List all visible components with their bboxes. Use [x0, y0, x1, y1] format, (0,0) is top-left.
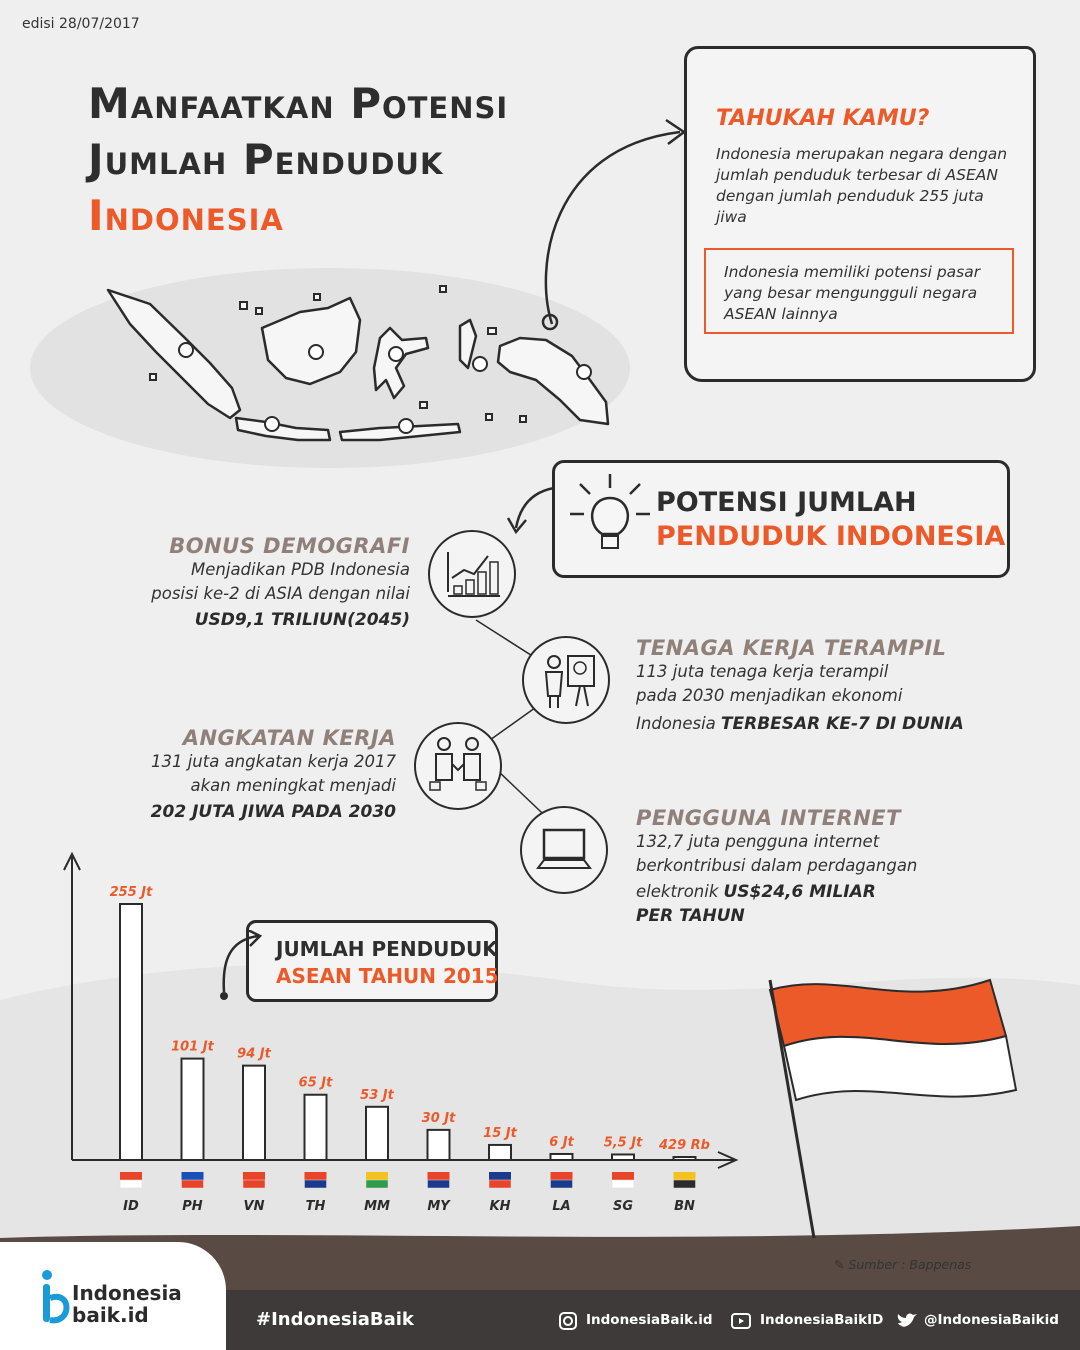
flag-icon-lower-sg: [612, 1180, 634, 1188]
flag-icon-vn: [243, 1172, 265, 1180]
flag-icon-mm: [366, 1172, 388, 1180]
bar-sg: [612, 1154, 634, 1160]
tick-label-th: TH: [305, 1199, 326, 1214]
chart-title-line-2: ASEAN TAHUN 2015: [276, 964, 499, 988]
chart-title: [276, 936, 499, 990]
youtube-icon[interactable]: [730, 1311, 752, 1335]
flag-icon-lower-ph: [182, 1180, 204, 1188]
angkatan-heading: ANGKATAN KERJA: [182, 726, 396, 750]
bar-bn: [674, 1157, 696, 1160]
section-tenaga: [636, 636, 1056, 736]
bonus-text-1: Menjadikan PDB Indonesia: [191, 560, 410, 579]
title-line-1: Manfaatkan Potensi: [88, 79, 509, 128]
internet-value-2: PER TAHUN: [636, 906, 745, 926]
map-sulawesi: [374, 328, 428, 398]
internet-text-2: berkontribusi dalam perdagangan: [636, 856, 918, 875]
asean-population-chart: [0, 840, 760, 1230]
page-title: [88, 76, 508, 244]
flag-icon-lower-my: [428, 1180, 450, 1188]
internet-heading: PENGGUNA INTERNET: [636, 806, 901, 830]
bar-vn: [243, 1066, 265, 1160]
edition-date: edisi 28/07/2017: [22, 16, 140, 32]
handshake-icon: [414, 722, 502, 810]
value-label-vn: 94 Jt: [237, 1046, 271, 1062]
flag-white-stripe: [784, 1036, 1016, 1100]
tenaga-heading: TENAGA KERJA TERAMPIL: [636, 636, 947, 660]
tenaga-value: TERBESAR KE-7 DI DUNIA: [720, 714, 964, 734]
map-kalimantan: [262, 298, 360, 384]
flag-icon-my: [428, 1172, 450, 1180]
bonus-text-2: posisi ke-2 di ASIA dengan nilai: [151, 584, 410, 603]
flag-icon-lower-mm: [366, 1180, 388, 1188]
angkatan-text-1: 131 juta angkatan kerja 2017: [150, 752, 396, 771]
potensi-title-line-1: POTENSI JUMLAH: [656, 487, 917, 518]
indonesiabaik-logo-text[interactable]: [72, 1282, 182, 1326]
title-line-2: Jumlah Penduduk: [88, 135, 444, 184]
flag-icon-kh: [489, 1172, 511, 1180]
info-highlight-text: Indonesia memiliki potensi pasar yang besar mengungguli negara ASEAN lainnya: [724, 263, 981, 323]
arrow-to-info: [530, 118, 700, 338]
indonesiabaik-logo-icon[interactable]: [38, 1266, 72, 1328]
tick-label-la: LA: [552, 1199, 571, 1214]
twitter-handle[interactable]: @IndonesiaBaikid: [924, 1312, 1059, 1328]
chart-title-pointer: [212, 930, 272, 1010]
bar-id: [120, 904, 142, 1160]
value-label-kh: 15 Jt: [483, 1125, 517, 1141]
indonesia-flag: [760, 950, 1030, 1250]
section-angkatan: [100, 726, 396, 822]
map-papua: [498, 338, 608, 424]
tick-label-mm: MM: [364, 1199, 390, 1214]
title-line-3: Indonesia: [88, 191, 284, 240]
tenaga-text-3: Indonesia: [636, 714, 716, 733]
instagram-handle[interactable]: IndonesiaBaik.id: [586, 1312, 713, 1328]
flag-icon-lower-th: [305, 1180, 327, 1188]
angkatan-text-2: akan meningkat menjadi: [190, 776, 396, 795]
tenaga-text-1: 113 juta tenaga kerja terampil: [636, 662, 889, 681]
tick-label-ph: PH: [182, 1199, 203, 1214]
flag-icon-lower-kh: [489, 1180, 511, 1188]
flag-icon-th: [305, 1172, 327, 1180]
bar-ph: [182, 1059, 204, 1160]
hashtag-link[interactable]: #IndonesiaBaik: [256, 1309, 414, 1330]
section-bonus: [130, 534, 410, 630]
value-label-mm: 53 Jt: [360, 1087, 394, 1103]
youtube-handle[interactable]: IndonesiaBaikID: [760, 1312, 884, 1328]
info-text: Indonesia merupakan negara dengan jumlah penduduk terbesar di ASEAN dengan jumlah penduduk 255 juta jiwa: [716, 145, 1008, 226]
value-label-id: 255 Jt: [109, 885, 153, 900]
flag-icon-ph: [182, 1172, 204, 1180]
bonus-heading: BONUS DEMOGRAFI: [169, 534, 410, 558]
bar-la: [551, 1154, 573, 1160]
info-heading: TAHUKAH KAMU?: [716, 106, 930, 131]
source-text: Sumber : Bappenas: [848, 1257, 972, 1272]
tick-label-kh: KH: [489, 1199, 511, 1214]
map-java: [236, 418, 330, 440]
flag-icon-lower-bn: [674, 1180, 696, 1188]
chart-title-line-1: JUMLAH PENDUDUK: [276, 937, 498, 961]
tick-label-sg: SG: [612, 1199, 634, 1214]
angkatan-value: 202 JUTA JIWA PADA 2030: [150, 802, 396, 822]
logo-line-2: baik.id: [72, 1303, 149, 1327]
flag-icon-sg: [612, 1172, 634, 1180]
flag-red-stripe: [770, 980, 1006, 1046]
flag-icon-lower-la: [551, 1180, 573, 1188]
growth-chart-icon: [428, 530, 516, 618]
potensi-title: [656, 486, 1005, 554]
presenter-icon: [522, 636, 610, 724]
bar-my: [428, 1130, 450, 1160]
value-label-sg: 5,5 Jt: [603, 1135, 643, 1151]
tick-label-vn: VN: [243, 1199, 265, 1214]
twitter-icon[interactable]: [896, 1311, 918, 1335]
map-sumatra: [108, 290, 240, 418]
flag-icon-lower-id: [120, 1180, 142, 1188]
bar-kh: [489, 1145, 511, 1160]
flag-icon-la: [551, 1172, 573, 1180]
tick-label-id: ID: [123, 1199, 139, 1214]
value-label-my: 30 Jt: [421, 1110, 456, 1126]
potensi-title-line-2: PENDUDUK INDONESIA: [656, 521, 1006, 552]
value-label-bn: 429 Rb: [659, 1138, 710, 1153]
flag-icon-id: [120, 1172, 142, 1180]
logo-line-1: Indonesia: [72, 1281, 182, 1305]
potensi-decor: [506, 464, 666, 554]
internet-text-3: elektronik: [636, 882, 719, 901]
flag-icon-bn: [674, 1172, 696, 1180]
bar-th: [305, 1095, 327, 1160]
internet-text-1: 132,7 juta pengguna internet: [636, 832, 880, 851]
source-credit: ✎ Sumber : Bappenas: [834, 1257, 972, 1272]
lightbulb-icon: [570, 474, 650, 548]
value-label-th: 65 Jt: [298, 1075, 333, 1091]
flag-icon-lower-vn: [243, 1180, 265, 1188]
value-label-la: 6 Jt: [549, 1134, 574, 1150]
internet-value-1: US$24,6 MILIAR: [723, 882, 876, 902]
instagram-icon[interactable]: [558, 1311, 578, 1335]
tenaga-text-2: pada 2030 menjadikan ekonomi: [636, 686, 903, 705]
bar-mm: [366, 1107, 388, 1160]
tick-label-my: MY: [427, 1199, 450, 1214]
value-label-ph: 101 Jt: [171, 1039, 214, 1055]
bonus-value: USD9,1 TRILIUN(2045): [194, 610, 410, 630]
tick-label-bn: BN: [674, 1199, 695, 1214]
tenaga-text-3-row: [636, 712, 1056, 736]
